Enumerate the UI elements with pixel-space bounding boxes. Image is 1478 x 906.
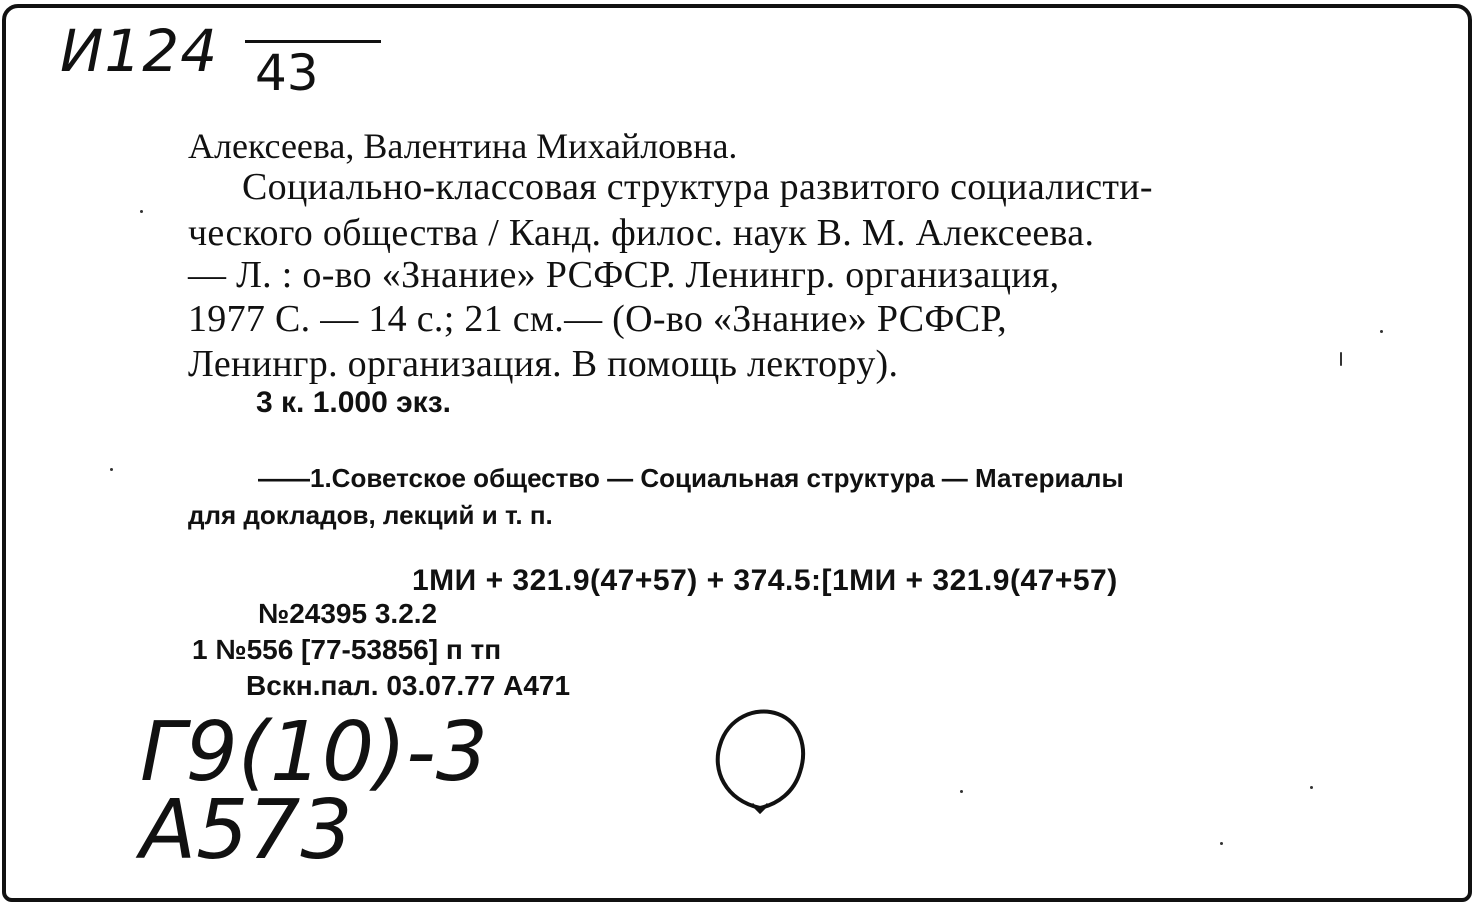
subject-heading-line-2: для докладов, лекций и т. п. <box>188 500 553 530</box>
call-number-fraction-bar <box>245 40 381 43</box>
subject-heading-line-1: ——1.Советское общество — Социальная структура — Материалы <box>258 463 1124 493</box>
punch-hole-circle <box>700 700 820 820</box>
description-line-2: ческого общества / Канд. филос. наук В. М. Алексеева. <box>188 212 1095 254</box>
speck <box>1310 786 1313 789</box>
classification-index: 1МИ + 321.9(47+57) + 374.5:[1МИ + 321.9(47+57) <box>412 564 1118 597</box>
description-line-1: Социально-классовая структура развитого социалисти- <box>242 166 1153 208</box>
call-number-main: И124 <box>60 17 219 85</box>
price-and-print-run: 3 к. 1.000 экз. <box>256 386 451 419</box>
description-line-3: — Л. : о-во «Знание» РСФСР. Ленингр. организация, <box>188 254 1060 296</box>
speck <box>960 790 963 793</box>
speck <box>1220 842 1223 845</box>
description-line-4: 1977 С. — 14 с.; 21 см.— (О-во «Знание» РСФСР, <box>188 298 1007 340</box>
tech-line-1: №24395 3.2.2 <box>258 598 438 629</box>
author-heading: Алексеева, Валентина Михайловна. <box>188 126 738 166</box>
speck <box>140 210 143 213</box>
speck <box>1340 352 1342 366</box>
tech-line-2: 1 №556 [77-53856] п тп <box>192 634 502 665</box>
description-line-5: Ленингр. организация. В помощь лектору). <box>188 343 899 385</box>
speck <box>110 468 113 471</box>
tech-line-3: Вскн.пал. 03.07.77 А471 <box>246 670 571 701</box>
shelf-mark-line-2: А573 <box>140 783 353 878</box>
call-number-denominator: 43 <box>255 44 319 102</box>
speck <box>1380 330 1383 333</box>
shelf-mark-line-1: Г9(10)-3 <box>140 705 488 800</box>
